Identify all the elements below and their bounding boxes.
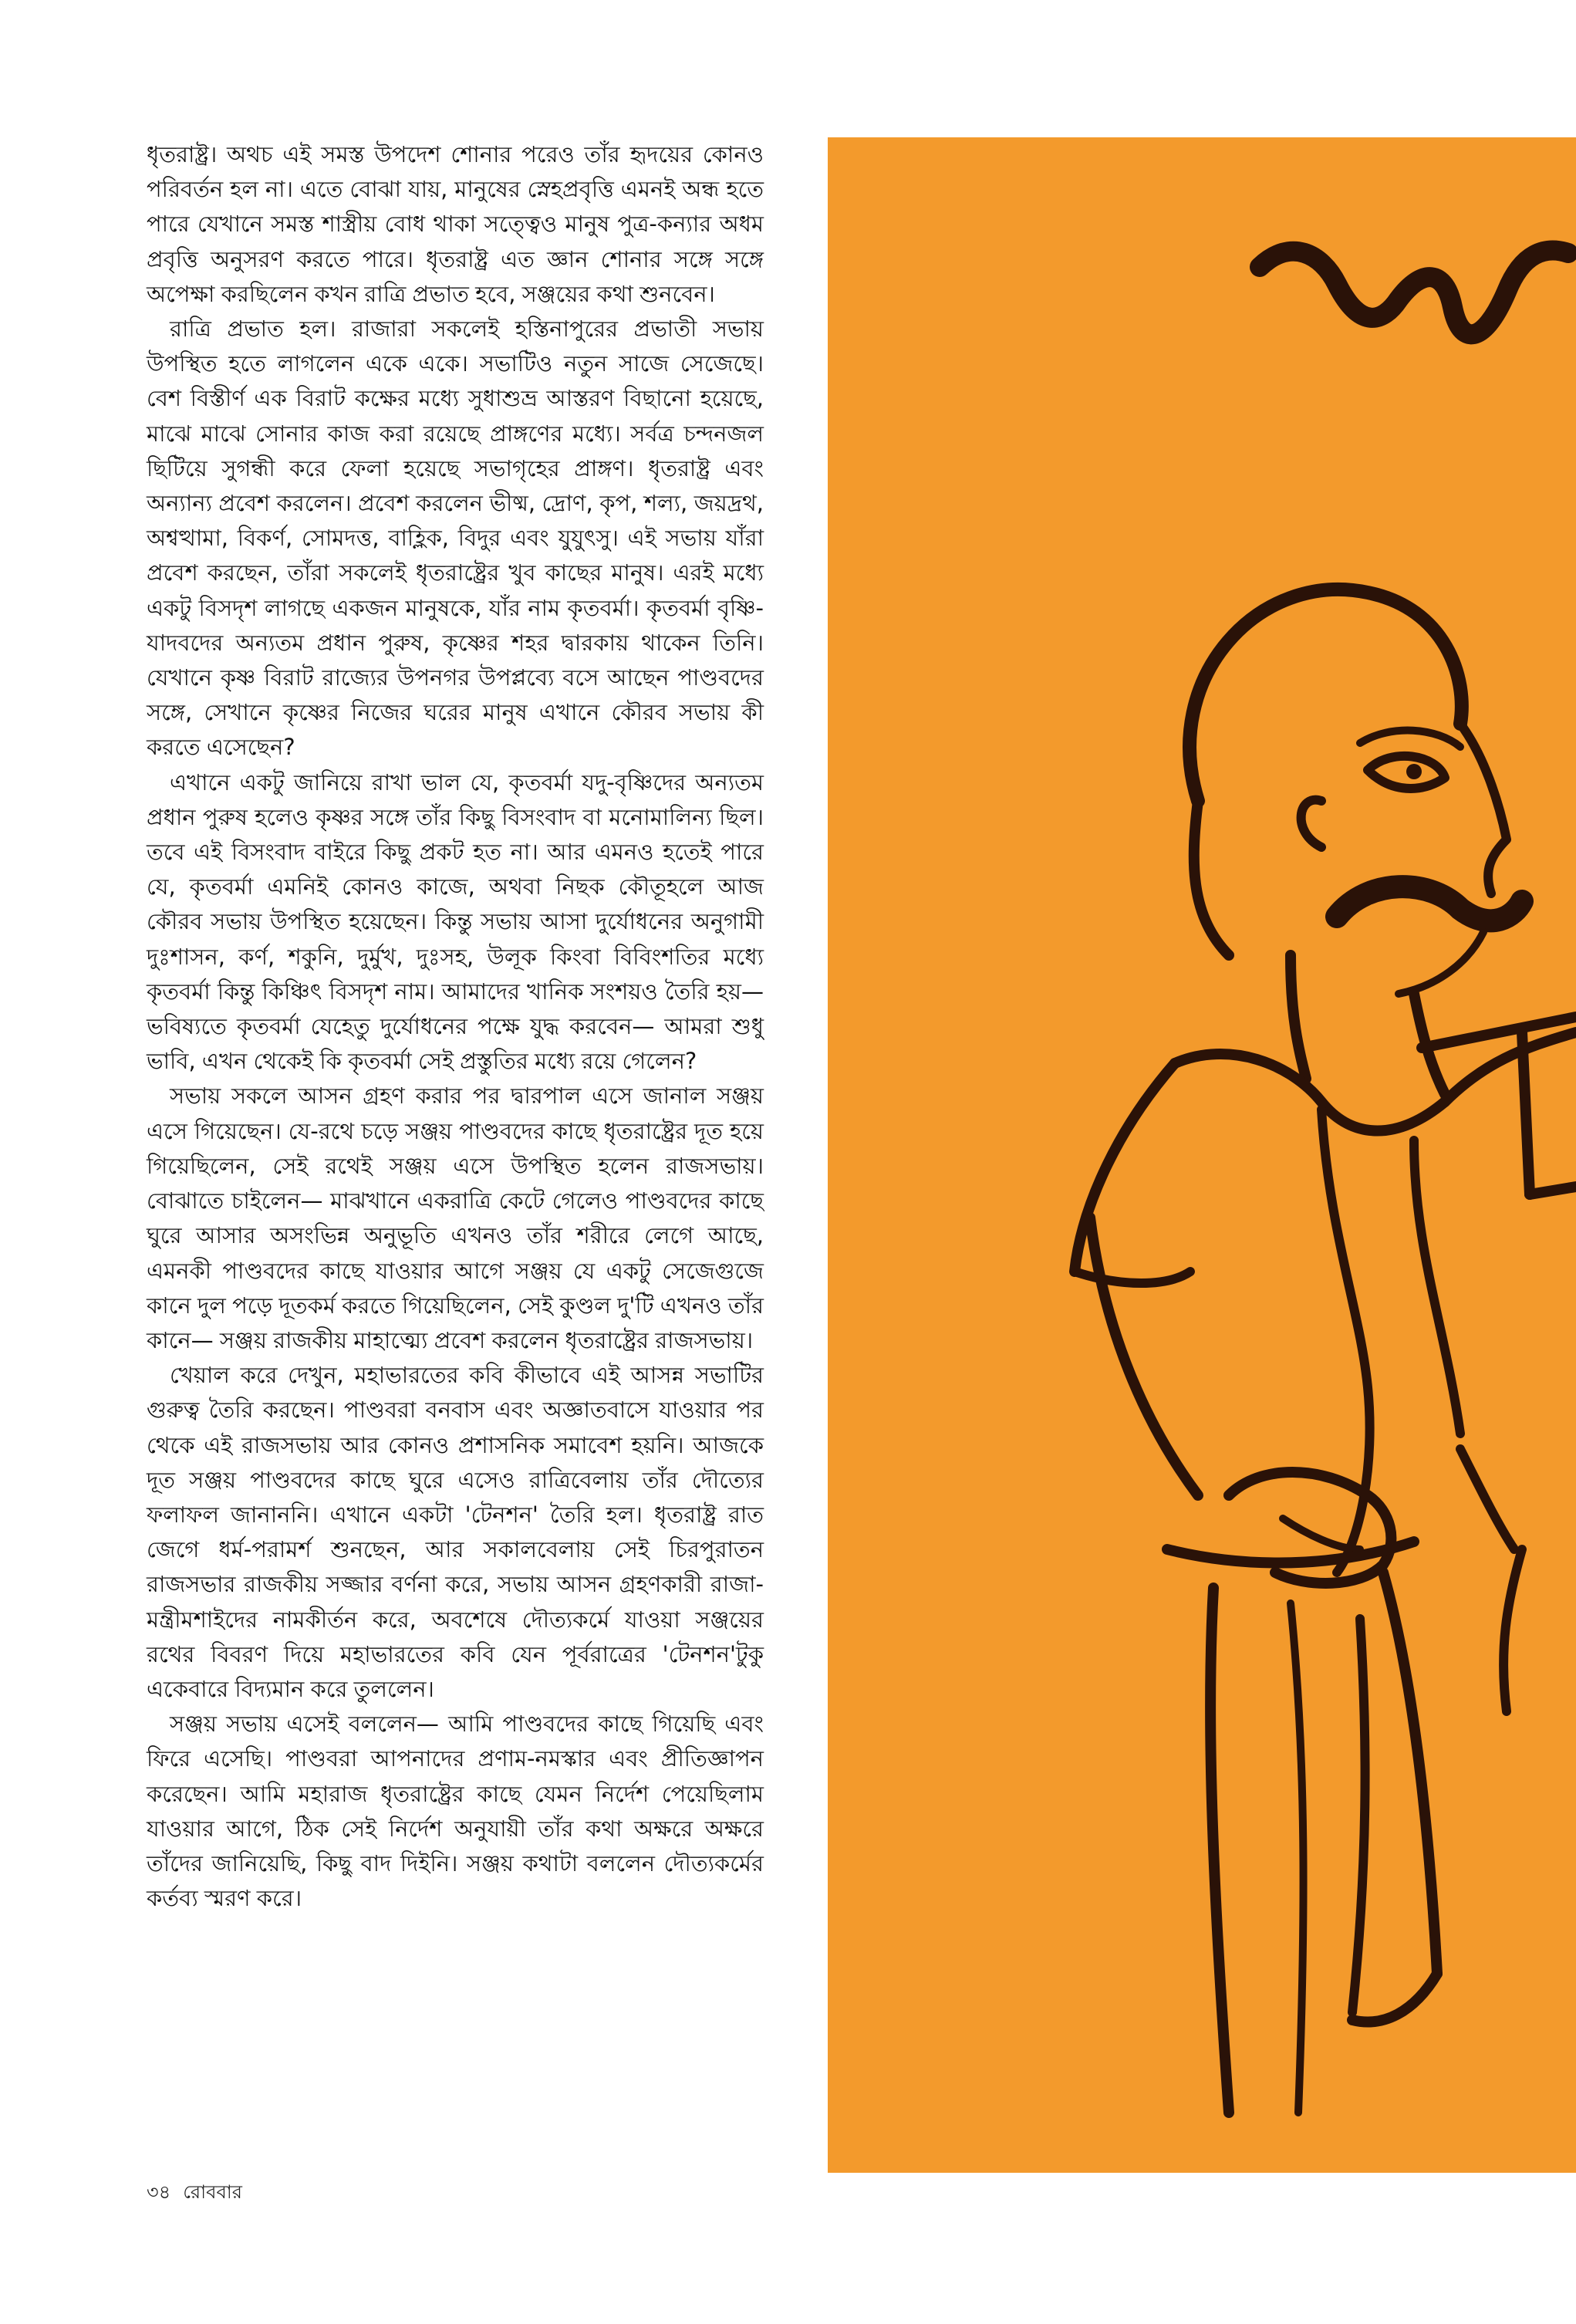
man-illustration-icon bbox=[828, 137, 1576, 2173]
article-paragraph-6: সঞ্জয় সভায় এসেই বললেন— আমি পাণ্ডবদের কাছে গিয়েছি এবং ফিরে এসেছি। পাণ্ডবরা আপনাদের প্রণাম-নমস্কার এবং প্রীতিজ্ঞাপন করেছেন। আমি মহারাজ ধৃতরাষ্ট্রের কাছে যেমন নির্দেশ পেয়েছিলাম যাওয়ার আগে, ঠিক সেই নির্দেশ অনুযায়ী তাঁর কথা অক্ষরে অক্ষরে তাঁদের জানিয়েছি, কিছু বাদ দিইনি। সঞ্জয় কথাটা বললেন দৌত্যকর্মের কর্তব্য স্মরণ করে। bbox=[147, 1711, 764, 1912]
article-paragraph-5: খেয়াল করে দেখুন, মহাভারতের কবি কীভাবে এই আসন্ন সভাটির গুরুত্ব তৈরি করছেন। পাণ্ডবরা বনবাস এবং অজ্ঞাতবাসে যাওয়ার পর থেকে এই রাজসভায় আর কোনও প্রশাসনিক সমাবেশ হয়নি। আজকে দূত সঞ্জয় পাণ্ডবদের কাছে ঘুরে এসেও রাত্রিবেলায় তাঁর দৌত্যের ফলাফল জানাননি। এখানে একটা 'টেনশন' তৈরি হল। ধৃতরাষ্ট্র রাত জেগে ধর্ম-পরামর্শ শুনছেন, আর সকালবেলায় সেই চিরপুরাতন রাজসভার রাজকীয় সজ্জার বর্ণনা করে, সভায় আসন গ্রহণকারী রাজা-মন্ত্রীমশাইদের নামকীর্তন করে, অবশেষে দৌত্যকর্মে যাওয়া সঞ্জয়ের রথের বিবরণ দিয়ে মহাভারতের কবি যেন পূর্বরাত্রের 'টেনশন'টুকু একেবারে বিদ্যমান করে তুললেন। bbox=[147, 1362, 764, 1702]
article-paragraph-1: ধৃতরাষ্ট্র। অথচ এই সমস্ত উপদেশ শোনার পরেও তাঁর হৃদয়ের কোনও পরিবর্তন হল না। এতে বোঝা যায়, মানুষের স্নেহপ্রবৃত্তি এমনই অন্ধ হতে পারে যেখানে সমস্ত শাস্ত্রীয় বোধ থাকা সত্ত্বেও মানুষ পুত্র-কন্যার অধম প্রবৃত্তি অনুসরণ করতে পারে। ধৃতরাষ্ট্র এত জ্ঞান শোনার সঙ্গে সঙ্গে অপেক্ষা করছিলেন কখন রাত্রি প্রভাত হবে, সঞ্জয়ের কথা শুনবেন। bbox=[147, 141, 764, 307]
page-number: ৩৪ bbox=[147, 2181, 171, 2203]
page-footer bbox=[147, 2179, 242, 2205]
magazine-name: রোববার bbox=[183, 2181, 242, 2203]
article-text-column bbox=[147, 137, 764, 1916]
article-paragraph-2: রাত্রি প্রভাত হল। রাজারা সকলেই হস্তিনাপুরের প্রভাতী সভায় উপস্থিত হতে লাগলেন একে একে। সভাটিও নতুন সাজে সেজেছে। বেশ বিস্তীর্ণ এক বিরাট কক্ষের মধ্যে সুধাশুভ্র আস্তরণ বিছানো হয়েছে, মাঝে মাঝে সোনার কাজ করা রয়েছে প্রাঙ্গণের মধ্যে। সর্বত্র চন্দনজল ছিটিয়ে সুগন্ধী করে ফেলা হয়েছে সভাগৃহের প্রাঙ্গণ। ধৃতরাষ্ট্র এবং অন্যান্য প্রবেশ করলেন। প্রবেশ করলেন ভীষ্ম, দ্রোণ, কৃপ, শল্য, জয়দ্রথ, অশ্বত্থামা, বিকর্ণ, সোমদত্ত, বাহ্লিক, বিদুর এবং যুযুৎসু। এই সভায় যাঁরা প্রবেশ করছেন, তাঁরা সকলেই ধৃতরাষ্ট্রের খুব কাছের মানুষ। এরই মধ্যে একটু বিসদৃশ লাগছে একজন মানুষকে, যাঁর নাম কৃতবর্মা। কৃতবর্মা বৃষ্ণি-যাদবদের অন্যতম প্রধান পুরুষ, কৃষ্ণের শহর দ্বারকায় থাকেন তিনি। যেখানে কৃষ্ণ বিরাট রাজ্যের উপনগর উপপ্লব্যে বসে আছেন পাণ্ডবদের সঙ্গে, সেখানে কৃষ্ণের নিজের ঘরের মানুষ এখানে কৌরব সভায় কী করতে এসেছেন? bbox=[147, 316, 764, 761]
article-paragraph-4: সভায় সকলে আসন গ্রহণ করার পর দ্বারপাল এসে জানাল সঞ্জয় এসে গিয়েছেন। যে-রথে চড়ে সঞ্জয় পাণ্ডবদের কাছে ধৃতরাষ্ট্রের দূত হয়ে গিয়েছিলেন, সেই রথেই সঞ্জয় এসে উপস্থিত হলেন রাজসভায়। বোঝাতে চাইলেন— মাঝখানে একরাত্রি কেটে গেলেও পাণ্ডবদের কাছে ঘুরে আসার অসংভিন্ন অনুভূতি এখনও তাঁর শরীরে লেগে আছে, এমনকী পাণ্ডবদের কাছে যাওয়ার আগে সঞ্জয় যে একটু সেজেগুজে কানে দুল পড়ে দূতকর্ম করতে গিয়েছিলেন, সেই কুণ্ডল দু'টি এখনও তাঁর কানে— সঞ্জয় রাজকীয় মাহাত্ম্যে প্রবেশ করলেন ধৃতরাষ্ট্রের রাজসভায়। bbox=[147, 1083, 764, 1353]
illustration-panel bbox=[828, 137, 1576, 2173]
article-paragraph-3: এখানে একটু জানিয়ে রাখা ভাল যে, কৃতবর্মা যদু-বৃষ্ণিদের অন্যতম প্রধান পুরুষ হলেও কৃষ্ণর সঙ্গে তাঁর কিছু বিসংবাদ বা মনোমালিন্য ছিল। তবে এই বিসংবাদ বাইরে কিছু প্রকট হত না। আর এমনও হতেই পারে যে, কৃতবর্মা এমনিই কোনও কাজে, অথবা নিছক কৌতূহলে আজ কৌরব সভায় উপস্থিত হয়েছেন। কিন্তু সভায় আসা দুর্যোধনের অনুগামী দুঃশাসন, কর্ণ, শকুনি, দুর্মুখ, দুঃসহ, উলূক কিংবা বিবিংশতির মধ্যে কৃতবর্মা কিন্তু কিঞ্চিৎ বিসদৃশ নাম। আমাদের খানিক সংশয়ও তৈরি হয়— ভবিষ্যতে কৃতবর্মা যেহেতু দুর্যোধনের পক্ষে যুদ্ধ করবেন— আমরা শুধু ভাবি, এখন থেকেই কি কৃতবর্মা সেই প্রস্তুতির মধ্যে রয়ে গেলেন? bbox=[147, 768, 764, 1075]
